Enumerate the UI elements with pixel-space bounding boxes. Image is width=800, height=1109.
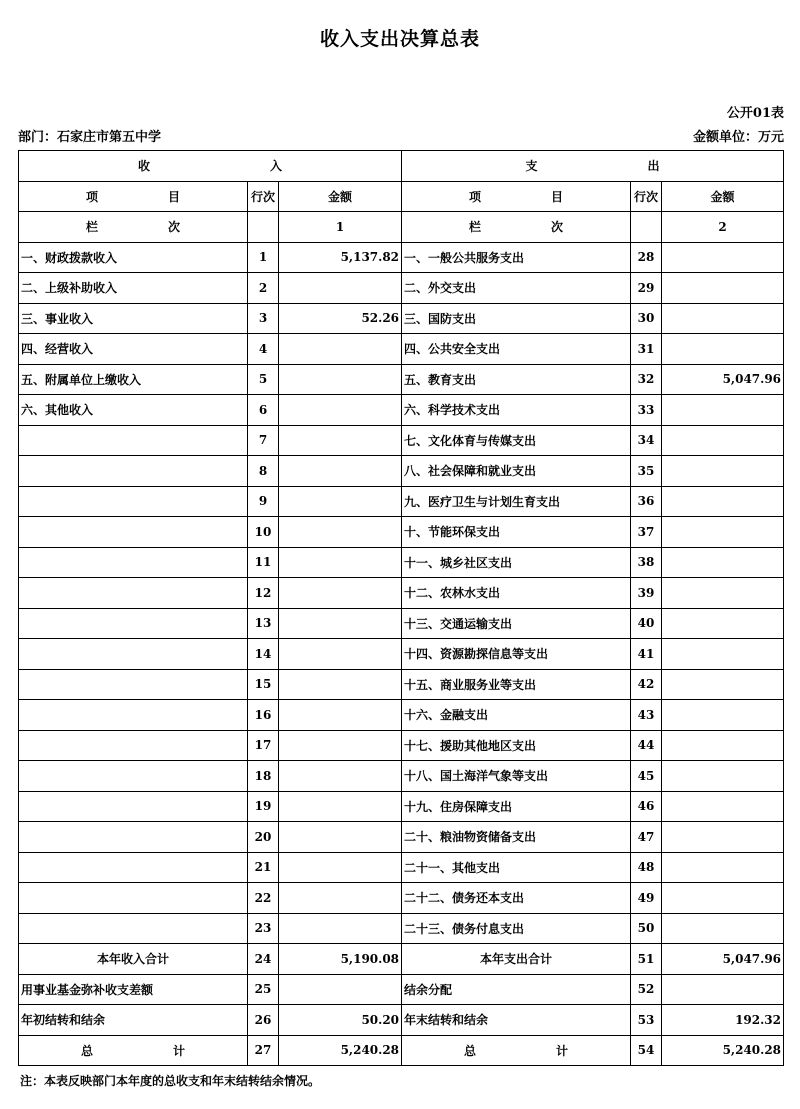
income-line-no: 22 [248, 883, 279, 914]
income-amount [279, 334, 402, 365]
income-line-no: 13 [248, 608, 279, 639]
expense-line-no: 48 [631, 852, 662, 883]
expense-item: 十三、交通运输支出 [402, 608, 631, 639]
expense-amount [662, 791, 784, 822]
expense-amount [662, 730, 784, 761]
table-row [19, 273, 784, 304]
expense-line-no: 34 [631, 425, 662, 456]
income-amount [279, 761, 402, 792]
expense-line-no: 40 [631, 608, 662, 639]
income-item [19, 883, 248, 914]
income-line-no: 21 [248, 852, 279, 883]
expense-line-no: 35 [631, 456, 662, 487]
table-row [19, 517, 784, 548]
expense-line-no: 49 [631, 883, 662, 914]
income-amount [279, 395, 402, 426]
expense-item: 二、外交支出 [402, 273, 631, 304]
expense-line-no: 43 [631, 700, 662, 731]
expense-item: 一、一般公共服务支出 [402, 242, 631, 273]
income-line-no: 19 [248, 791, 279, 822]
expense-line-no: 39 [631, 578, 662, 609]
income-line-no: 7 [248, 425, 279, 456]
income-item [19, 578, 248, 609]
expense-line-no: 45 [631, 761, 662, 792]
expense-amount: 5,047.96 [662, 364, 784, 395]
expense-amount [662, 578, 784, 609]
expense-item: 十、节能环保支出 [402, 517, 631, 548]
income-amount-header: 金额 [279, 181, 402, 212]
expense-item: 二十三、债务付息支出 [402, 913, 631, 944]
expense-amount: 5,047.96 [662, 944, 784, 975]
expense-amount-header: 金额 [662, 181, 784, 212]
income-line-no: 12 [248, 578, 279, 609]
table-row [19, 639, 784, 670]
income-line-no: 4 [248, 334, 279, 365]
table-row [19, 456, 784, 487]
expense-line-no: 42 [631, 669, 662, 700]
income-item [19, 852, 248, 883]
expense-item: 十二、农林水支出 [402, 578, 631, 609]
expense-line-no: 31 [631, 334, 662, 365]
income-total-amount: 5,240.28 [279, 1035, 402, 1066]
income-line-no: 24 [248, 944, 279, 975]
income-amount: 50.20 [279, 1005, 402, 1036]
income-amount [279, 273, 402, 304]
expense-total-amount: 5,240.28 [662, 1035, 784, 1066]
expense-item: 十五、商业服务业等支出 [402, 669, 631, 700]
income-amount [279, 700, 402, 731]
expense-line-no: 54 [631, 1035, 662, 1066]
empty-cell [631, 212, 662, 243]
income-item [19, 791, 248, 822]
table-row [19, 364, 784, 395]
expense-item: 十一、城乡社区支出 [402, 547, 631, 578]
income-line-no: 27 [248, 1035, 279, 1066]
income-line-no: 3 [248, 303, 279, 334]
form-code: 公开01表 [726, 106, 784, 121]
income-line-no: 1 [248, 242, 279, 273]
expense-item: 三、国防支出 [402, 303, 631, 334]
income-amount: 5,190.08 [279, 944, 402, 975]
expense-item: 八、社会保障和就业支出 [402, 456, 631, 487]
table-row [19, 913, 784, 944]
expense-amount [662, 334, 784, 365]
expense-item: 二十一、其他支出 [402, 852, 631, 883]
income-item: 六、其他收入 [19, 395, 248, 426]
table-row [19, 303, 784, 334]
expense-amount: 192.32 [662, 1005, 784, 1036]
income-item [19, 730, 248, 761]
table-row [19, 395, 784, 426]
income-expense-table [18, 150, 784, 1066]
expense-amount [662, 273, 784, 304]
expense-line-no: 36 [631, 486, 662, 517]
expense-total-label: 总 计 [402, 1035, 631, 1066]
income-amount [279, 364, 402, 395]
expense-line-no: 53 [631, 1005, 662, 1036]
unit-label: 金额单位：万元 [692, 130, 784, 145]
income-line-no: 18 [248, 761, 279, 792]
income-item: 三、事业收入 [19, 303, 248, 334]
expense-item: 十八、国土海洋气象等支出 [402, 761, 631, 792]
income-total-label: 总 计 [19, 1035, 248, 1066]
expense-item: 本年支出合计 [402, 944, 631, 975]
income-item [19, 669, 248, 700]
expense-amount [662, 517, 784, 548]
income-line-no: 16 [248, 700, 279, 731]
table-row [19, 1005, 784, 1036]
table-row [19, 730, 784, 761]
expense-line-no: 28 [631, 242, 662, 273]
income-item [19, 547, 248, 578]
expense-column-number: 2 [662, 212, 784, 243]
expense-amount [662, 700, 784, 731]
income-line-no: 14 [248, 639, 279, 670]
page-title: 收入支出决算总表 [319, 28, 480, 50]
expense-amount [662, 639, 784, 670]
income-amount [279, 578, 402, 609]
table-row [19, 761, 784, 792]
footnote: 注：本表反映部门本年度的总收支和年末结转结余情况。 [20, 1074, 321, 1088]
table-row [19, 608, 784, 639]
expense-line-no: 33 [631, 395, 662, 426]
table-row [19, 852, 784, 883]
table-row [19, 578, 784, 609]
expense-item: 年末结转和结余 [402, 1005, 631, 1036]
income-item: 五、附属单位上缴收入 [19, 364, 248, 395]
expense-item: 十四、资源勘探信息等支出 [402, 639, 631, 670]
income-amount [279, 883, 402, 914]
income-item [19, 517, 248, 548]
income-line-no: 2 [248, 273, 279, 304]
expense-item: 二十二、债务还本支出 [402, 883, 631, 914]
income-amount: 5,137.82 [279, 242, 402, 273]
income-line-no: 11 [248, 547, 279, 578]
income-line-no: 25 [248, 974, 279, 1005]
income-item [19, 822, 248, 853]
income-amount [279, 639, 402, 670]
expense-amount [662, 822, 784, 853]
expense-section-header: 支 出 [402, 151, 784, 182]
expense-line-no: 30 [631, 303, 662, 334]
expense-line-no: 44 [631, 730, 662, 761]
expense-item: 二十、粮油物资储备支出 [402, 822, 631, 853]
income-item: 四、经营收入 [19, 334, 248, 365]
expense-amount [662, 395, 784, 426]
table-row [19, 242, 784, 273]
income-line-no: 17 [248, 730, 279, 761]
expense-amount [662, 669, 784, 700]
expense-amount [662, 883, 784, 914]
expense-line-no: 38 [631, 547, 662, 578]
income-line-no: 15 [248, 669, 279, 700]
income-amount [279, 456, 402, 487]
table-row [19, 700, 784, 731]
income-item [19, 913, 248, 944]
income-amount [279, 730, 402, 761]
expense-amount [662, 761, 784, 792]
income-item [19, 700, 248, 731]
table-row [19, 669, 784, 700]
income-line-no: 9 [248, 486, 279, 517]
total-row [19, 1035, 784, 1066]
income-amount [279, 547, 402, 578]
expense-line-no: 51 [631, 944, 662, 975]
empty-cell [248, 212, 279, 243]
income-line-no: 8 [248, 456, 279, 487]
income-item: 一、财政拨款收入 [19, 242, 248, 273]
table-row [19, 547, 784, 578]
income-line-no: 10 [248, 517, 279, 548]
income-amount [279, 974, 402, 1005]
table-row [19, 425, 784, 456]
section-header-row [19, 151, 784, 182]
expense-item: 四、公共安全支出 [402, 334, 631, 365]
column-header-row [19, 181, 784, 212]
expense-amount [662, 242, 784, 273]
expense-column-label: 栏 次 [402, 212, 631, 243]
expense-amount [662, 913, 784, 944]
subtotal-row [19, 944, 784, 975]
expense-line-no: 50 [631, 913, 662, 944]
expense-item-header: 项 目 [402, 181, 631, 212]
expense-item: 十九、住房保障支出 [402, 791, 631, 822]
income-item: 用事业基金弥补收支差额 [19, 974, 248, 1005]
expense-amount [662, 852, 784, 883]
income-item [19, 608, 248, 639]
table-row [19, 791, 784, 822]
income-item [19, 486, 248, 517]
income-column-number: 1 [279, 212, 402, 243]
expense-item: 七、文化体育与传媒支出 [402, 425, 631, 456]
table-row [19, 883, 784, 914]
income-item: 二、上级补助收入 [19, 273, 248, 304]
income-section-header: 收 入 [19, 151, 402, 182]
expense-item: 结余分配 [402, 974, 631, 1005]
expense-amount [662, 425, 784, 456]
expense-line-no: 52 [631, 974, 662, 1005]
expense-amount [662, 456, 784, 487]
income-amount: 52.26 [279, 303, 402, 334]
expense-amount [662, 974, 784, 1005]
income-line-no: 20 [248, 822, 279, 853]
expense-amount [662, 608, 784, 639]
expense-line-no: 46 [631, 791, 662, 822]
expense-line-no: 32 [631, 364, 662, 395]
income-line-no: 23 [248, 913, 279, 944]
expense-line-no: 47 [631, 822, 662, 853]
expense-amount [662, 303, 784, 334]
income-amount [279, 669, 402, 700]
income-amount [279, 608, 402, 639]
income-item [19, 761, 248, 792]
income-item [19, 456, 248, 487]
income-amount [279, 852, 402, 883]
income-amount [279, 822, 402, 853]
expense-amount [662, 486, 784, 517]
expense-item: 五、教育支出 [402, 364, 631, 395]
income-item: 本年收入合计 [19, 944, 248, 975]
expense-line-no: 41 [631, 639, 662, 670]
income-line-no: 26 [248, 1005, 279, 1036]
income-item [19, 425, 248, 456]
income-amount [279, 517, 402, 548]
expense-item: 十七、援助其他地区支出 [402, 730, 631, 761]
income-amount [279, 486, 402, 517]
income-item-header: 项 目 [19, 181, 248, 212]
column-number-row [19, 212, 784, 243]
table-row [19, 334, 784, 365]
table-row [19, 974, 784, 1005]
income-line-no: 6 [248, 395, 279, 426]
expense-item: 十六、金融支出 [402, 700, 631, 731]
income-amount [279, 425, 402, 456]
table-row [19, 486, 784, 517]
income-line-no-header: 行次 [248, 181, 279, 212]
expense-line-no: 37 [631, 517, 662, 548]
expense-line-no-header: 行次 [631, 181, 662, 212]
income-item [19, 639, 248, 670]
department-label: 部门：石家庄市第五中学 [18, 130, 162, 145]
expense-item: 六、科学技术支出 [402, 395, 631, 426]
income-amount [279, 913, 402, 944]
expense-line-no: 29 [631, 273, 662, 304]
income-line-no: 5 [248, 364, 279, 395]
income-item: 年初结转和结余 [19, 1005, 248, 1036]
table-row [19, 822, 784, 853]
income-amount [279, 791, 402, 822]
income-column-label: 栏 次 [19, 212, 248, 243]
expense-item: 九、医疗卫生与计划生育支出 [402, 486, 631, 517]
expense-amount [662, 547, 784, 578]
